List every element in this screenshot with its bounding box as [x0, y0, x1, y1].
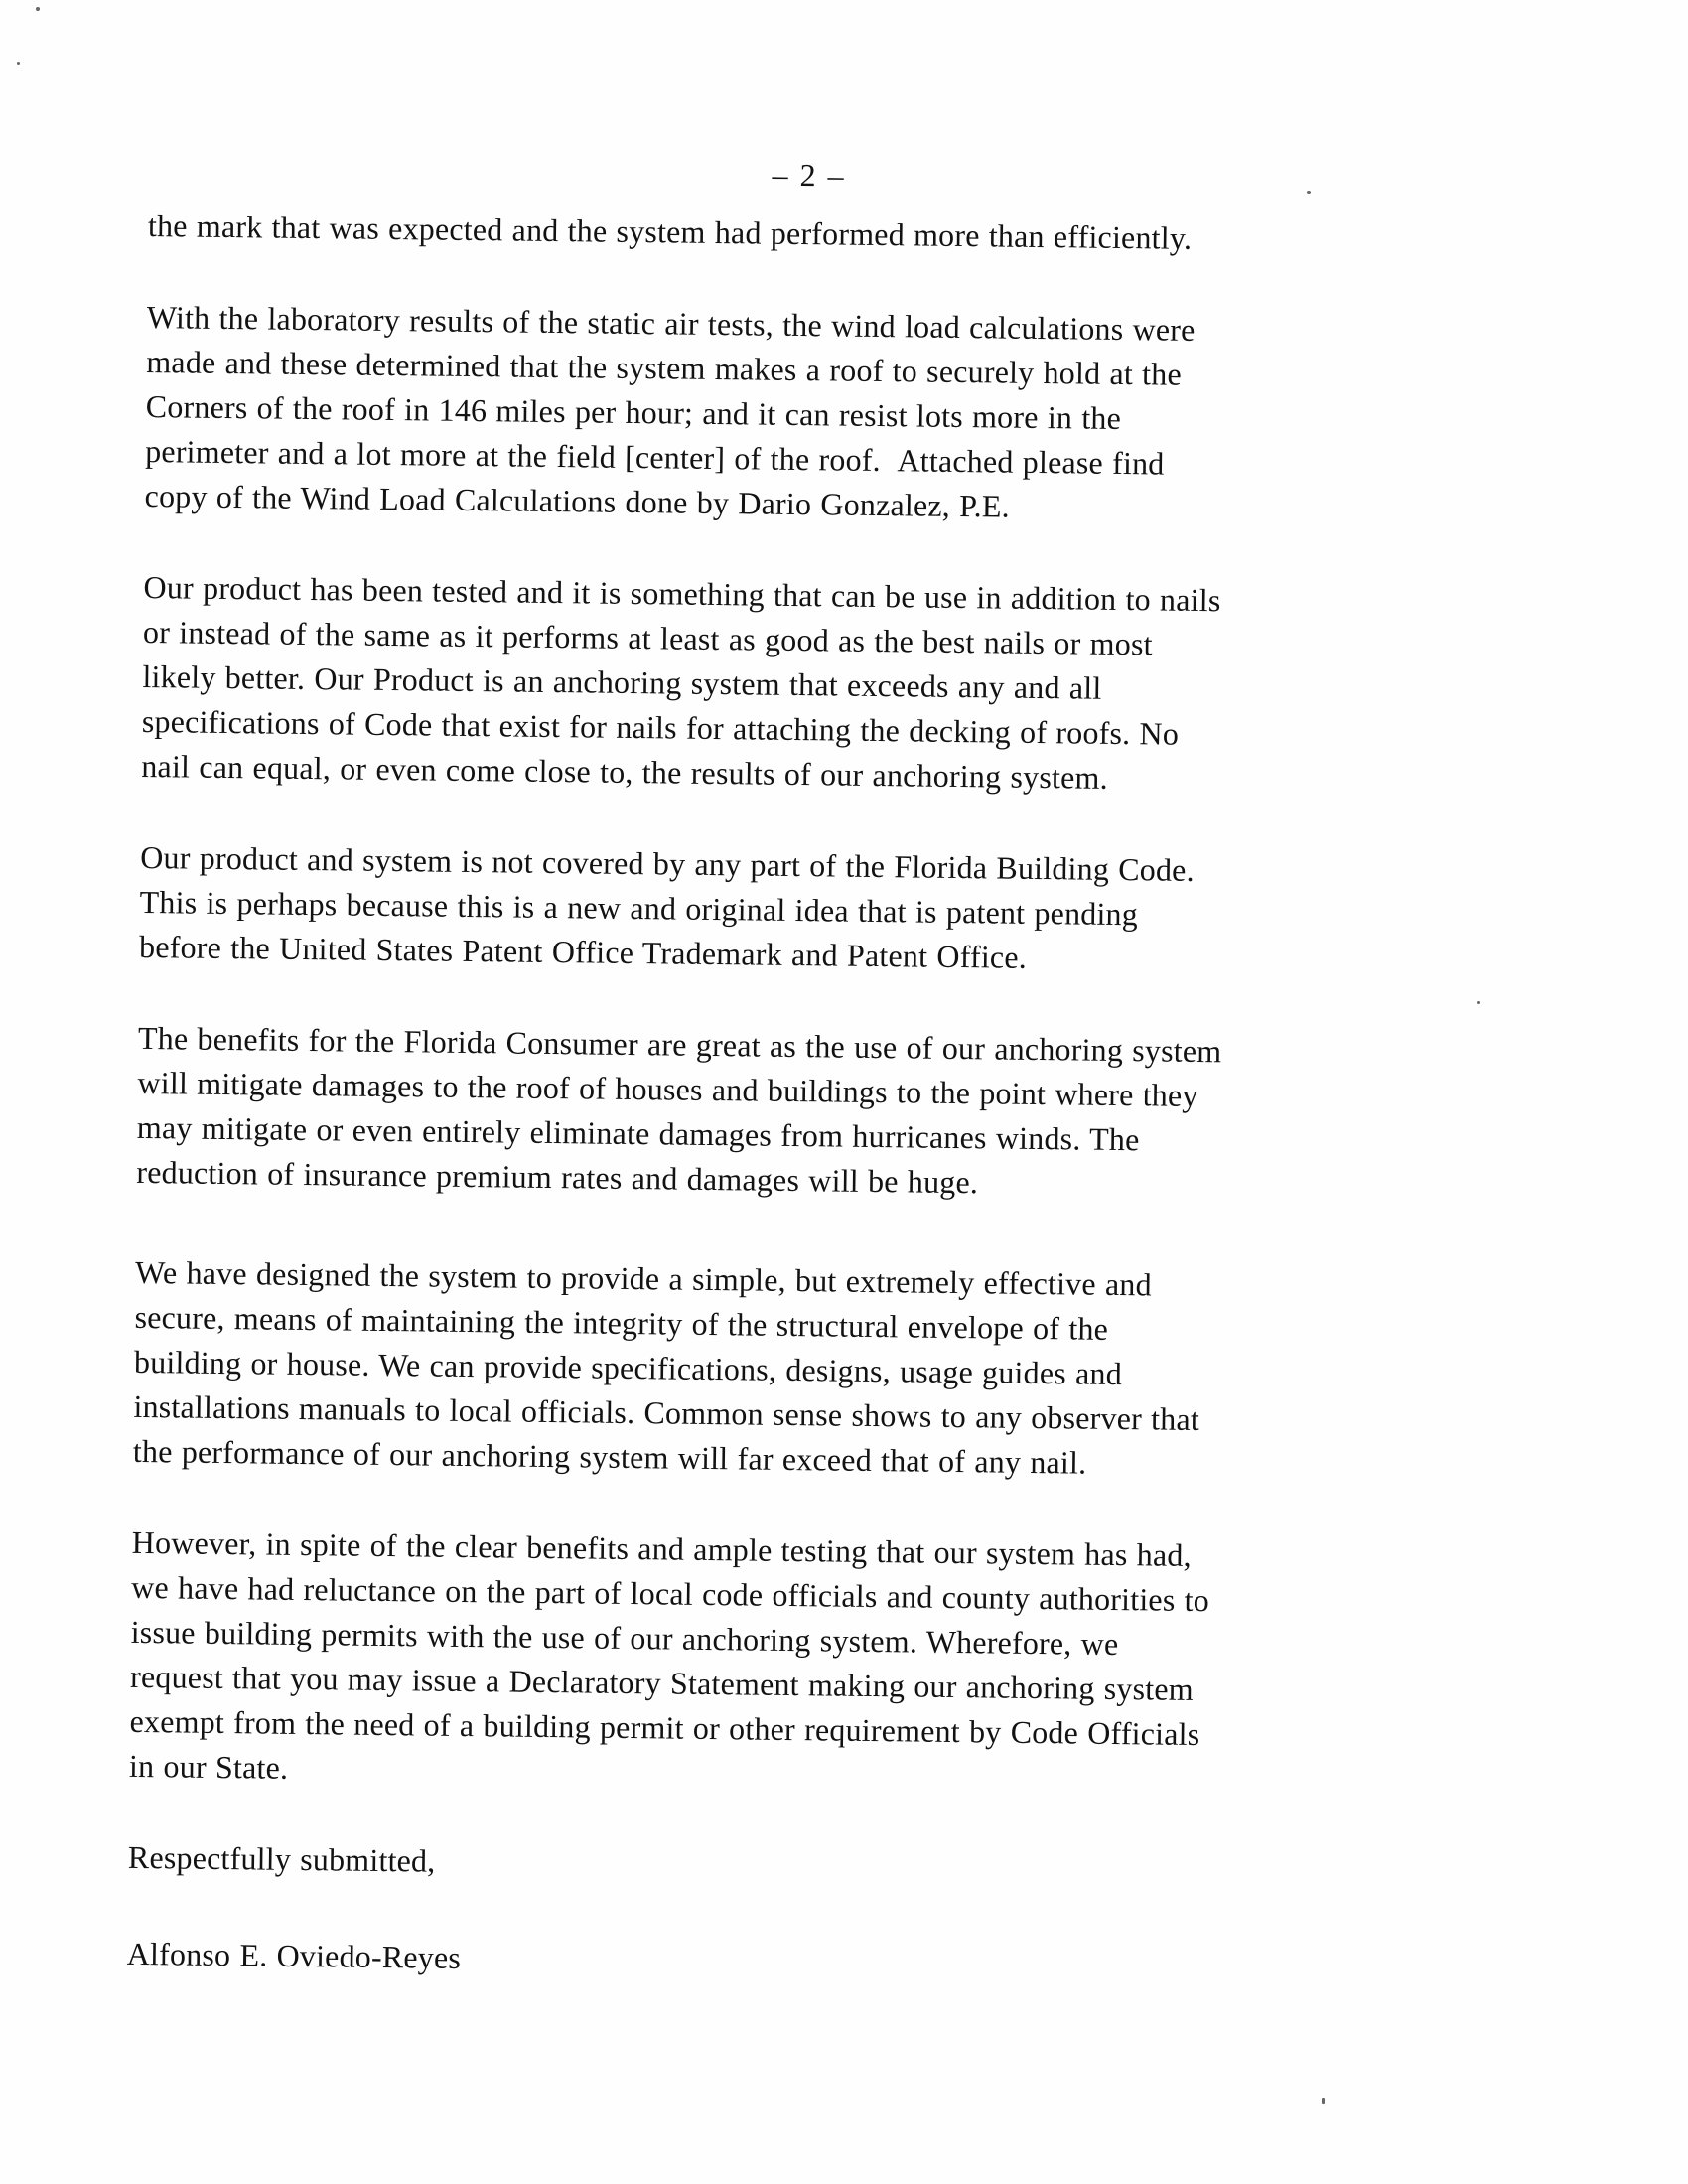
- scan-speck: [36, 7, 40, 11]
- paragraph-7: However, in spite of the clear benefits and ample testing that our system has had, we have had reluctance on the part of local code officials and county authorities to issue building permits with the use of our anchoring system. Wherefore, we request that you may issue a Declaratory Statement making our anchoring system exempt from the need of a building permit or other requirement by Code Officials in our State.: [128, 1524, 1210, 1786]
- scan-speck: [1322, 2098, 1325, 2104]
- scan-speck: [17, 62, 20, 65]
- paragraph-4: Our product and system is not covered by any part of the Florida Building Code. This is perhaps because this is a new and original idea that is patent pending before the United States Patent Office Trademark and Patent Office.: [138, 838, 1196, 975]
- scan-speck: [1307, 191, 1311, 194]
- letter-body: [126, 145, 1469, 1992]
- page-number: – 2 –: [772, 156, 846, 194]
- paragraph-2: With the laboratory results of the static air tests, the wind load calculations were made and these determined that the system makes a roof to securely hold at the Corners of the roof in 146 miles per hour; and it can resist lots more in the perimeter and a lot more at the field [center] of the roof. Attached please find copy of the Wind Load Calculations done by Dario Gonzalez, P.E.: [144, 298, 1196, 524]
- closing-line: Respectfully submitted,: [127, 1838, 436, 1879]
- paragraph-3: Our product has been tested and it is something that can be use in addition to nails or instead of the same as it performs at least as good as the best nails or most likely better. Our Product is an anchoring system that exceeds any and all specifications of Code that exist for nails for attaching the decking of roofs. No nail can equal, or even come close to, the results of our anchoring system.: [141, 568, 1221, 796]
- scan-speck: [1477, 1001, 1480, 1004]
- paragraph-5: The benefits for the Florida Consumer are great as the use of our anchoring system will mitigate damages to the roof of houses and buildings to the point where they may mitigate or even entirely eliminate damages from hurricanes winds. The reduction of insurance premium rates and damages will be huge.: [136, 1019, 1222, 1201]
- paragraph-6: We have designed the system to provide a simple, but extremely effective and secure, means of maintaining the integrity of the structural envelope of the building or house. We can provide specifications, designs, usage guides and installations manuals to local officials. Common sense shows to any observer that the performance of our anchoring system will far exceed that of any nail.: [132, 1253, 1200, 1481]
- paragraph-1: the mark that was expected and the system had performed more than efficiently.: [147, 207, 1193, 256]
- signature-name: Alfonso E. Oviedo-Reyes: [126, 1935, 462, 1975]
